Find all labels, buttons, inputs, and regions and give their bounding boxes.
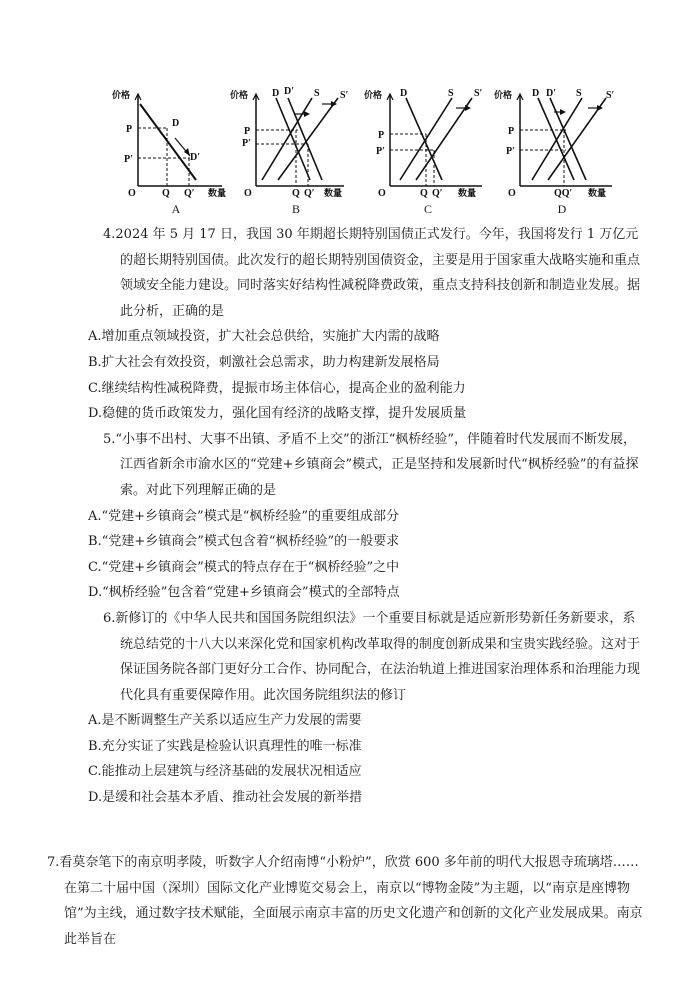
graph-c-s: S bbox=[448, 88, 454, 99]
graph-c-q2: Q′ bbox=[432, 188, 443, 199]
q5-option-a: A.“党建+乡镇商会”模式是“枫桥经验”的重要组成部分 bbox=[88, 508, 399, 524]
graph-d-origin: O bbox=[508, 188, 516, 199]
graph-a-d: D bbox=[172, 118, 180, 129]
q4-option-a: A.增加重点领域投资，扩大社会总供给，实施扩大内需的战略 bbox=[88, 329, 440, 345]
q4-option-d: D.稳健的货币政策发力，强化国有经济的战略支撑，提升发展质量 bbox=[88, 406, 467, 422]
graph-d bbox=[494, 82, 622, 217]
graph-d-svg bbox=[494, 82, 632, 202]
graph-a-origin: O bbox=[128, 188, 136, 199]
graph-c-svg bbox=[364, 82, 502, 202]
q5-option-c: C.“党建+乡镇商会”模式的特点存在于“枫桥经验”之中 bbox=[88, 559, 400, 575]
graph-c-q: Q bbox=[420, 188, 428, 199]
graph-a-qty-label: 数量 bbox=[208, 189, 227, 199]
graph-b-q: Q bbox=[292, 188, 300, 199]
graph-d-d: D bbox=[532, 88, 540, 99]
graph-b-s: S bbox=[314, 88, 320, 99]
graph-a-q2: Q′ bbox=[184, 188, 195, 199]
graph-b-qty-label: 数量 bbox=[324, 189, 343, 199]
q5-stem: 5.“小事不出村、大事不出镇、矛盾不上交”的浙江“枫桥经验”，伴随着时代发展而不断发展，江西省新余市渝水区的“党建+乡镇商会”模式，正是坚持和发展新时代“枫桥经验”的有益探索。对此下列理解正确的是 bbox=[103, 431, 639, 498]
graph-b-p2: P′ bbox=[242, 138, 251, 149]
graph-c-d: D bbox=[400, 88, 408, 99]
q5-option-d: D.“枫桥经验”包含着“党建+乡镇商会”模式的全部特点 bbox=[88, 585, 400, 601]
q7-stem: 7.看莫奈笔下的南京明孝陵，听数字人介绍南博“小粉炉”，欣赏 600 多年前的明代大报恩寺琉璃塔……在第二十届中国（深圳）国际文化产业博览交易会上，南京以“博物金陵”为主题，以“南京是座博物馆”为主线，通过数字技术赋能，全面展示南京丰富的历史文化遗产和创新的文化产业发展成果。南京此举旨在 bbox=[47, 855, 643, 947]
q6-option-a: A.是不断调整生产关系以适应生产力发展的需要 bbox=[88, 713, 362, 729]
q4-option-b: B.扩大社会有效投资，刺激社会总需求，助力构建新发展格局 bbox=[88, 354, 440, 370]
graph-d-s2: S′ bbox=[606, 90, 615, 101]
graph-c-origin: O bbox=[378, 188, 386, 199]
graph-a-svg bbox=[110, 82, 230, 202]
graph-b-d: D bbox=[272, 88, 280, 99]
graph-c-qty-label: 数量 bbox=[458, 189, 477, 199]
graph-b-q2: Q′ bbox=[304, 188, 315, 199]
graph-b-svg bbox=[230, 82, 368, 202]
graph-b-d2: D′ bbox=[284, 86, 295, 97]
graph-d-price-label: 价格 bbox=[494, 91, 513, 101]
q6-option-b: B.充分实证了实践是检验认识真理性的唯一标准 bbox=[88, 738, 362, 754]
graph-b bbox=[230, 82, 358, 217]
graph-b-label: B bbox=[291, 202, 300, 216]
graph-a-p2: P′ bbox=[124, 154, 133, 165]
graph-a-q: Q bbox=[162, 188, 170, 199]
q7 bbox=[47, 850, 647, 952]
graph-a-d2: D′ bbox=[190, 152, 201, 163]
graph-a-price-label: 价格 bbox=[112, 91, 131, 101]
graph-c-label: C bbox=[423, 202, 432, 216]
graph-a bbox=[110, 82, 230, 217]
q6-option-c: C.能推动上层建筑与经济基础的发展状况相适应 bbox=[88, 764, 362, 780]
graph-c bbox=[364, 82, 492, 217]
q6-stem: 6.新修订的《中华人民共和国国务院组织法》一个重要目标就是适应新形势新任务新要求，系统总结党的十八大以来深化党和国家机构改革取得的制度创新成果和宝贵实践经验。这对于保证国务院各部门更好分工合作、协同配合，在法治轨道上推进国家治理体系和治理能力现代化具有重要保障作用。此次国务院组织法的修订 bbox=[103, 610, 641, 703]
graph-b-p: P bbox=[244, 126, 251, 137]
graph-b-s2: S′ bbox=[340, 90, 349, 101]
graph-d-p: P bbox=[508, 126, 515, 137]
graph-d-qty-label: 数量 bbox=[588, 189, 607, 199]
q4-option-c: C.继续结构性减税降费，提振市场主体信心，提高企业的盈利能力 bbox=[88, 380, 466, 396]
q4-stem: 4.2024 年 5 月 17 日，我国 30 年期超长期特别国债正式发行。今年，我国将发行 1 万亿元的超长期特别国债。此次发行的超长期特别国债资金，主要是用于国家重大战略实施和重点领域安全能力建设。同时落实好结构性减税降费政策，重点支持科技创新和制造业发展。据此分析，正确的是 bbox=[103, 227, 641, 319]
graph-a-label: A bbox=[171, 202, 181, 216]
supply-demand-graphs bbox=[110, 82, 620, 220]
graph-c-p2: P′ bbox=[376, 146, 385, 157]
q5-option-b: B.“党建+乡镇商会”模式包含着“枫桥经验”的一般要求 bbox=[88, 534, 400, 550]
graph-b-origin: O bbox=[244, 188, 252, 199]
questions bbox=[88, 222, 648, 811]
graph-d-p2: P′ bbox=[506, 146, 515, 157]
graph-c-p: P bbox=[378, 130, 385, 141]
graph-d-s: S bbox=[576, 88, 582, 99]
graph-b-price-label: 价格 bbox=[230, 91, 249, 101]
graph-d-label: D bbox=[557, 202, 567, 216]
graph-d-d2: D′ bbox=[546, 88, 557, 99]
graph-c-s2: S′ bbox=[474, 88, 483, 99]
q6-option-d: D.是缓和社会基本矛盾、推动社会发展的新举措 bbox=[88, 790, 363, 806]
graph-a-p: P bbox=[126, 124, 133, 135]
graph-c-price-label: 价格 bbox=[364, 91, 383, 101]
graph-d-qq: QQ′ bbox=[554, 188, 573, 199]
